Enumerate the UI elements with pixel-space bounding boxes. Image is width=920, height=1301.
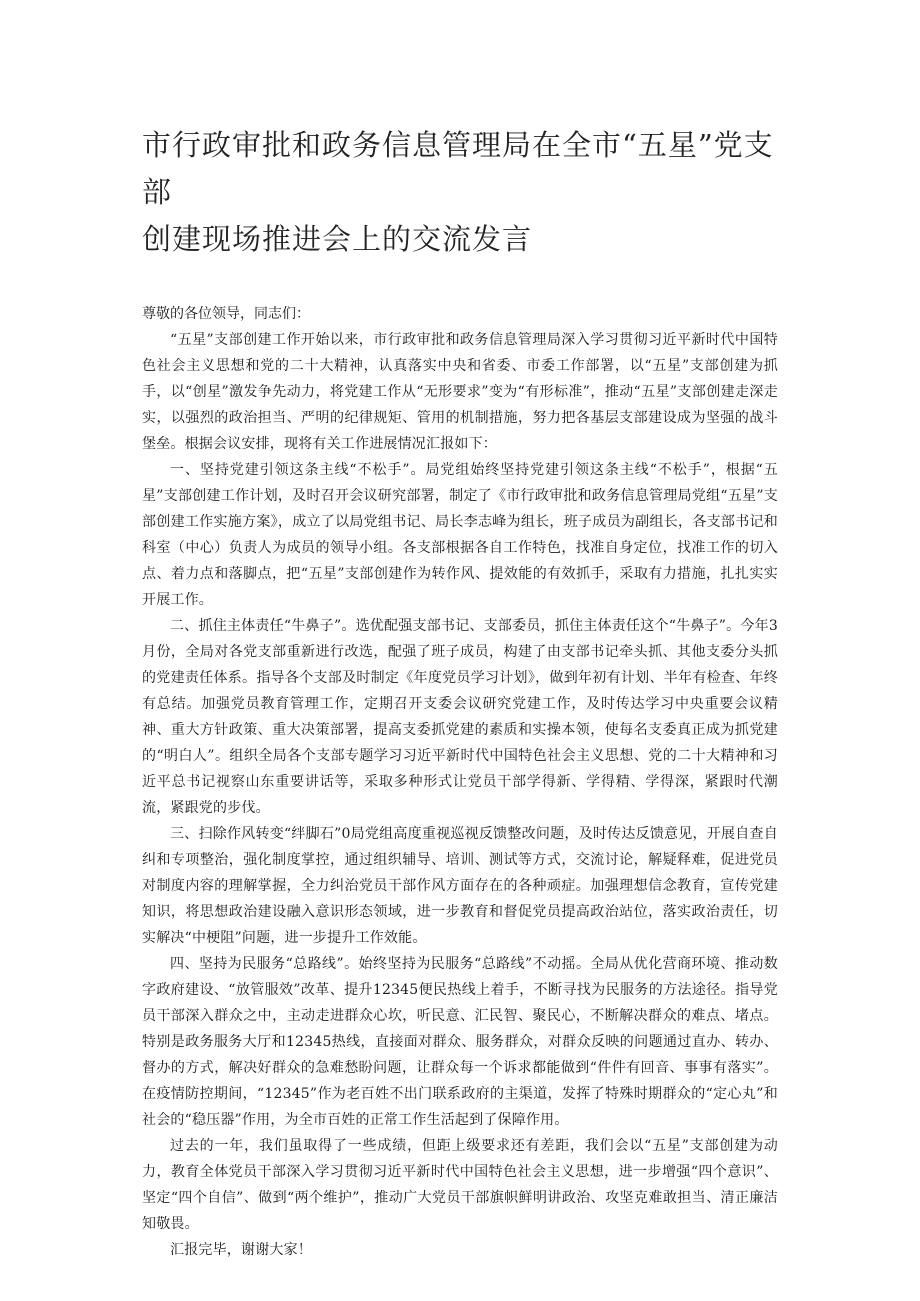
salutation: 尊敬的各位领导，同志们： <box>142 306 310 322</box>
document-title <box>142 0 778 263</box>
paragraph-conclusion: 过去的一年，我们虽取得了一些成绩，但距上级要求还有差距，我们会以“五星”支部创建为动力，教育全体党员干部深入学习贯彻习近平新时代中国特色社会主义思想，进一步增强“四个意识”、坚定“四个自信”、做到“两个维护”，推动广大党员干部旗帜鲜明讲政治、攻坚克难敢担当、清正廉洁知敬畏。 <box>142 1138 778 1232</box>
title-line-1: 市行政审批和政务信息管理局在全市“五星”党支部 <box>142 128 774 209</box>
paragraph-section-4: 四、坚持为民服务“总路线”。始终坚持为民服务“总路线”不动摇。全局从优化营商环境、推动数字政府建设、“放管服效”改革、提升12345便民热线上着手，不断寻找为民服务的方法途径。指导党员干部深入群众之中，主动走进群众心坎，听民意、汇民智、聚民心，不断解决群众的难点、堵点。特别是政务服务大厅和12345热线，直接面对群众、服务群众，对群众反映的问题通过直办、转办、督办的方式，解决好群众的急难愁盼问题，让群众每一个诉求都能做到“件件有回音、事事有落实”。在疫情防控期间，“12345”作为老百姓不出门联系政府的主渠道，发挥了特殊时期群众的“定心丸”和社会的“稳压器”作用，为全市百姓的正常工作生活起到了保障作用。 <box>142 956 778 1128</box>
paragraph-section-1: 一、坚持党建引领这条主线“不松手”。局党组始终坚持党建引领这条主线“不松手”，根据“五星”支部创建工作计划，及时召开会议研究部署，制定了《市行政审批和政务信息管理局党组“五星”支部创建工作实施方案》，成立了以局党组书记、局长李志峰为组长，班子成员为副组长，各支部书记和科室（中心）负责人为成员的领导小组。各支部根据各自工作特色，找准自身定位，找准工作的切入点、着力点和落脚点，把“五星”支部创建作为转作风、提效能的有效抓手，采取有力措施，扎扎实实开展工作。 <box>142 462 778 608</box>
paragraph-closing: 汇报完毕，谢谢大家！ <box>170 1242 312 1258</box>
paragraph-intro: “五星”支部创建工作开始以来，市行政审批和政务信息管理局深入学习贯彻习近平新时代中国特色社会主义思想和党的二十大精神，认真落实中央和省委、市委工作部署，以“五星”支部创建为抓手，以“创星”激发争先动力，将党建工作从“无形要求”变为“有形标准”，推动“五星”支部创建走深走实，以强烈的政治担当、严明的纪律规矩、管用的机制措施，努力把各基层支部建设成为坚强的战斗堡垒。根据会议安排，现将有关工作进展情况汇报如下： <box>142 332 778 452</box>
paragraph-section-2: 二、抓住主体责任“牛鼻子”。选优配强支部书记、支部委员，抓住主体责任这个“牛鼻子”。今年3月份，全局对各党支部重新进行改选，配强了班子成员，构建了由支部书记牵头抓、其他支委分头抓的党建责任体系。指导各个支部及时制定《年度党员学习计划》，做到年初有计划、半年有检查、年终有总结。加强党员教育管理工作，定期召开支委会议研究党建工作，及时传达学习中央重要会议精神、重大方针政策、重大决策部署，提高支委抓党建的素质和实操本领，使每名支委真正成为抓党建的“明白人”。组织全局各个支部专题学习习近平新时代中国特色社会主义思想、党的二十大精神和习近平总书记视察山东重要讲话等，采取多种形式让党员干部学得新、学得精、学得深，紧跟时代潮流，紧跟党的步伐。 <box>142 618 778 816</box>
title-line-2: 创建现场推进会上的交流发言 <box>142 222 533 256</box>
paragraph-section-3: 三、扫除作风转变“绊脚石”0局党组高度重视巡视反馈整改问题，及时传达反馈意见，开展自查自纠和专项整治，强化制度掌控，通过组织辅导、培训、测试等方式，交流讨论，解疑释难，促进党员对制度内容的理解掌握，全力纠治党员干部作风方面存在的各种顽症。加强理想信念教育，宣传党建知识，将思想政治建设融入意识形态领域，进一步教育和督促党员提高政治站位，落实政治责任，切实解决“中梗阻”问题，进一步提升工作效能。 <box>142 826 778 946</box>
